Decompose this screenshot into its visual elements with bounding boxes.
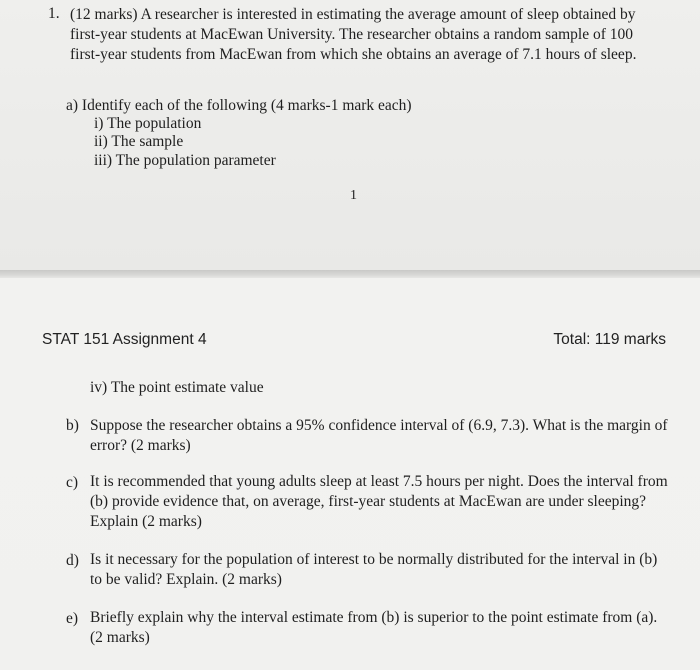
question-text: (12 marks) A researcher is interested in estimating the average amount of sleep obtained by first-year students at MacEwan University. The researcher obtains a random sample of 100 first-year students from MacEwan from which she obtains an average of 7.1 hours of sleep. (70, 6, 637, 63)
page-divider (0, 270, 700, 278)
part-a-text: a) Identify each of the following (4 marks-1 mark each) (66, 97, 412, 114)
part-e-text: Briefly explain why the interval estimate from (b) is superior to the point estimate from (a). (2 marks) (90, 609, 658, 646)
item-ii: ii) The sample (94, 133, 184, 150)
item-i: i) The population (94, 115, 202, 132)
part-e-label: e) (66, 610, 79, 627)
top-page (0, 0, 700, 270)
page-number: 1 (350, 188, 357, 203)
part-d-label: d) (66, 552, 79, 569)
question-number: 1. (48, 5, 60, 22)
item-iv: iv) The point estimate value (90, 379, 264, 396)
item-iii: iii) The population parameter (94, 152, 276, 169)
part-c-label: c) (66, 474, 79, 491)
total-marks: Total: 119 marks (553, 331, 666, 348)
part-c-text: It is recommended that young adults sleep at least 7.5 hours per night. Does the interval from (b) provide evidence that, on average, first-year students at MacEwan are under sleeping? Explain (2 marks) (90, 473, 668, 530)
bottom-page (0, 278, 700, 670)
part-d-text: Is it necessary for the population of interest to be normally distributed for the interval in (b) to be valid? Explain. (2 marks) (90, 551, 658, 588)
assignment-title: STAT 151 Assignment 4 (42, 331, 207, 348)
part-b-label: b) (66, 417, 79, 434)
part-b-text: Suppose the researcher obtains a 95% confidence interval of (6.9, 7.3). What is the margin of error? (2 marks) (90, 417, 668, 454)
